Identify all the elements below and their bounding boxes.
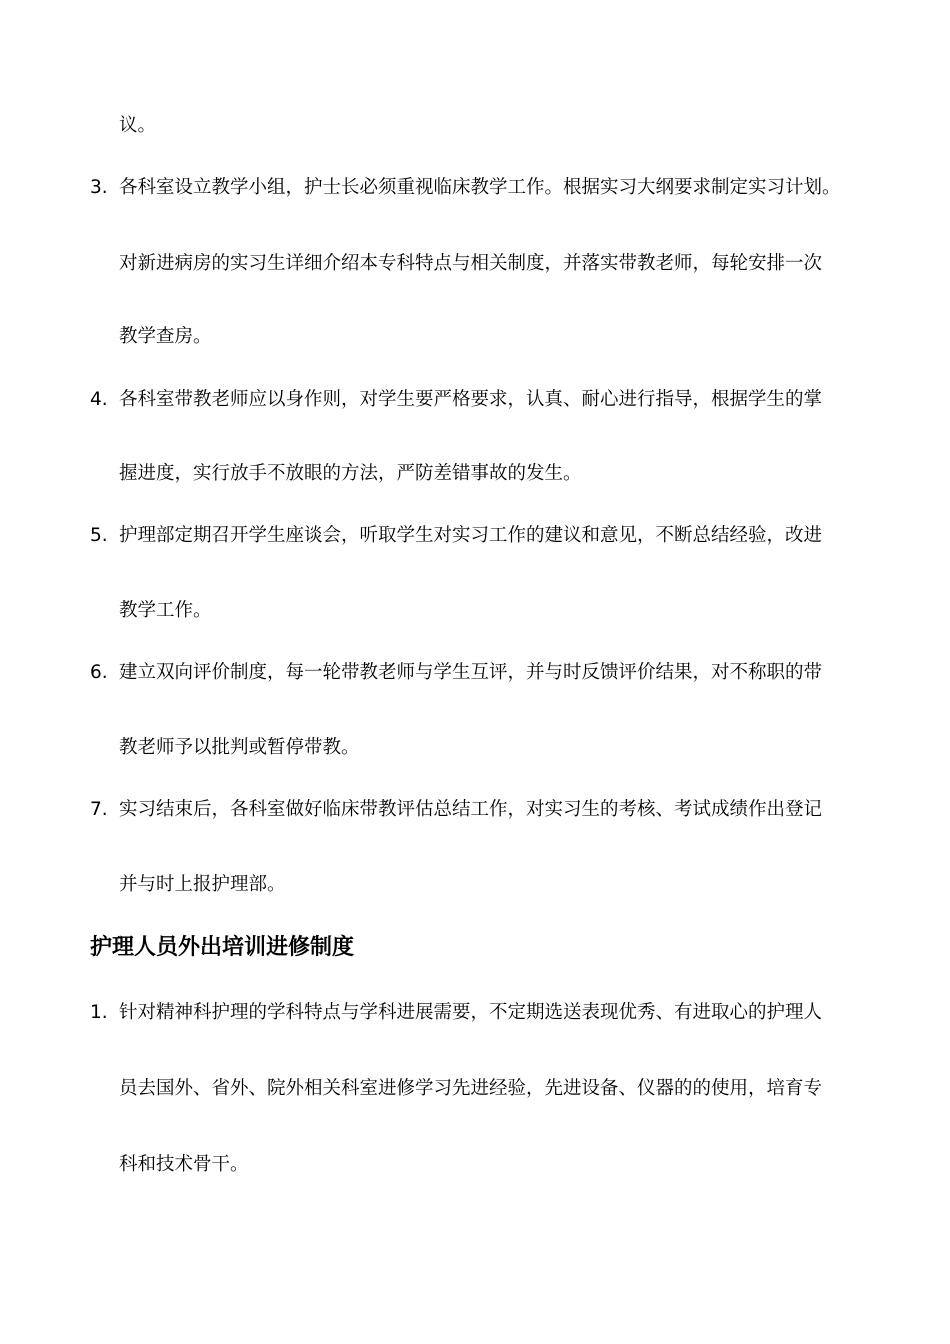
list-item-line: 护理部定期召开学生座谈会，听取学生对实习工作的建议和意见，不断总结经验，改进: [119, 525, 823, 546]
list-item-line: 并与时上报护理部。: [119, 874, 286, 895]
list-item-line: 建立双向评价制度，每一轮带教老师与学生互评，并与时反馈评价结果，对不称职的带: [119, 662, 823, 683]
list-item-number: 1.: [90, 1002, 108, 1023]
list-item-line: 各科室带教老师应以身作则，对学生要严格要求，认真、耐心进行指导，根据学生的掌: [119, 389, 823, 410]
list-item-number: 4.: [90, 389, 108, 410]
list-item-line: 对新进病房的实习生详细介绍本专科特点与相关制度，并落实带教老师，每轮安排一次: [119, 253, 823, 274]
list-item-number: 7.: [90, 799, 108, 820]
continuation-line: 议。: [119, 115, 157, 136]
list-item-number: 5.: [90, 525, 108, 546]
list-item-line: 握进度，实行放手不放眼的方法，严防差错事故的发生。: [119, 463, 582, 484]
list-item-line: 教学查房。: [119, 326, 212, 347]
list-item-line: 针对精神科护理的学科特点与学科进展需要，不定期选送表现优秀、有进取心的护理人: [119, 1002, 823, 1023]
list-item-line: 实习结束后，各科室做好临床带教评估总结工作，对实习生的考核、考试成绩作出登记: [119, 799, 823, 820]
list-item-line: 教学工作。: [119, 600, 212, 621]
list-item-line: 教老师予以批判或暂停带教。: [119, 737, 360, 758]
list-item-line: 员去国外、省外、院外相关科室进修学习先进经验，先进设备、仪器的的使用，培育专: [119, 1078, 823, 1099]
list-item-number: 6.: [90, 662, 108, 683]
section-heading: 护理人员外出培训进修制度: [90, 935, 355, 960]
list-item-number: 3.: [90, 177, 108, 198]
list-item-line: 科和技术骨干。: [119, 1154, 249, 1175]
list-item-line: 各科室设立教学小组，护士长必须重视临床教学工作。根据实习大纲要求制定实习计划。: [119, 177, 841, 198]
